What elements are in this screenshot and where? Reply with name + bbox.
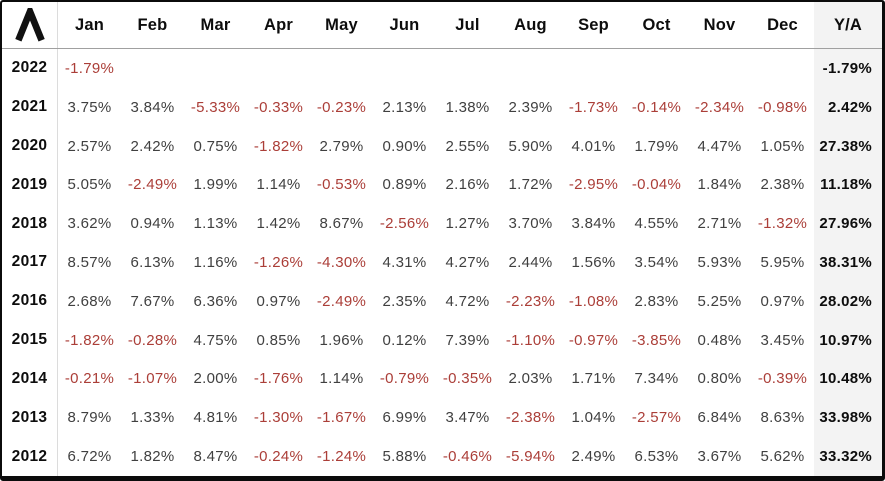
return-cell: 5.88% bbox=[382, 448, 427, 466]
return-cell: 2.83% bbox=[634, 292, 679, 310]
annual-return-cell: 11.18% bbox=[814, 165, 882, 204]
month-header-feb: Feb bbox=[137, 15, 168, 34]
return-cell: 8.63% bbox=[760, 409, 805, 427]
return-cell: 2.38% bbox=[760, 176, 805, 194]
return-cell: 6.72% bbox=[67, 448, 112, 466]
annual-return-cell: 10.48% bbox=[814, 360, 882, 399]
return-cell: 4.47% bbox=[697, 137, 742, 155]
return-cell: 8.47% bbox=[193, 448, 238, 466]
return-cell: 1.33% bbox=[130, 409, 175, 427]
logo-cell[interactable] bbox=[2, 2, 58, 48]
return-cell: 0.12% bbox=[382, 331, 427, 349]
year-label: 2018 bbox=[2, 204, 58, 243]
return-cell: -1.24% bbox=[316, 448, 367, 466]
return-cell bbox=[688, 49, 751, 88]
annual-return-cell: 33.32% bbox=[814, 437, 882, 476]
return-cell: 0.97% bbox=[256, 292, 301, 310]
month-header-sep: Sep bbox=[578, 15, 609, 34]
return-cell: 4.72% bbox=[445, 292, 490, 310]
return-cell: -0.79% bbox=[379, 370, 430, 388]
return-cell: 2.68% bbox=[67, 292, 112, 310]
return-cell: -2.34% bbox=[694, 98, 745, 116]
return-cell: 3.75% bbox=[67, 98, 112, 116]
return-cell: -0.23% bbox=[316, 98, 367, 116]
return-cell: -1.82% bbox=[64, 331, 115, 349]
return-cell: 1.16% bbox=[193, 253, 238, 271]
return-cell: 5.90% bbox=[508, 137, 553, 155]
return-cell: 0.80% bbox=[697, 370, 742, 388]
return-cell: 2.55% bbox=[445, 137, 490, 155]
return-cell: 4.27% bbox=[445, 253, 490, 271]
return-cell: 2.42% bbox=[130, 137, 175, 155]
annual-return-cell: 27.96% bbox=[814, 204, 882, 243]
return-cell: 1.13% bbox=[193, 215, 238, 233]
return-cell: 1.14% bbox=[319, 370, 364, 388]
return-cell: 0.48% bbox=[697, 331, 742, 349]
return-cell: -0.53% bbox=[316, 176, 367, 194]
annual-return-cell: 28.02% bbox=[814, 282, 882, 321]
return-cell: 4.01% bbox=[571, 137, 616, 155]
return-cell: 1.04% bbox=[571, 409, 616, 427]
year-label: 2012 bbox=[2, 437, 58, 476]
return-cell: -2.49% bbox=[316, 292, 367, 310]
return-cell: 8.57% bbox=[67, 253, 112, 271]
return-cell: 7.67% bbox=[130, 292, 175, 310]
return-cell: 2.39% bbox=[508, 98, 553, 116]
return-cell: 2.13% bbox=[382, 98, 427, 116]
return-cell: 8.79% bbox=[67, 409, 112, 427]
return-cell: 3.84% bbox=[130, 98, 175, 116]
annual-return-cell: 27.38% bbox=[814, 127, 882, 166]
table-header-row bbox=[2, 2, 882, 49]
return-cell: -0.35% bbox=[442, 370, 493, 388]
year-label: 2022 bbox=[2, 49, 58, 88]
return-cell bbox=[562, 49, 625, 88]
month-header-jan: Jan bbox=[74, 15, 105, 34]
return-cell: 0.90% bbox=[382, 137, 427, 155]
return-cell: -3.85% bbox=[631, 331, 682, 349]
return-cell: -1.79% bbox=[64, 59, 115, 77]
return-cell: -0.46% bbox=[442, 448, 493, 466]
return-cell: 2.16% bbox=[445, 176, 490, 194]
return-cell: 2.44% bbox=[508, 253, 553, 271]
return-cell: 0.94% bbox=[130, 215, 175, 233]
return-cell: 0.75% bbox=[193, 137, 238, 155]
return-cell: 3.67% bbox=[697, 448, 742, 466]
return-cell: -0.28% bbox=[127, 331, 178, 349]
table-row-2018 bbox=[2, 204, 882, 243]
return-cell: 4.31% bbox=[382, 253, 427, 271]
return-cell: 1.14% bbox=[256, 176, 301, 194]
return-cell: 2.03% bbox=[508, 370, 553, 388]
year-label: 2021 bbox=[2, 88, 58, 127]
return-cell: 2.00% bbox=[193, 370, 238, 388]
year-label: 2015 bbox=[2, 321, 58, 360]
return-cell bbox=[184, 49, 247, 88]
return-cell: 1.79% bbox=[634, 137, 679, 155]
return-cell: 0.89% bbox=[382, 176, 427, 194]
return-cell: -2.95% bbox=[568, 176, 619, 194]
month-header-apr: Apr bbox=[263, 15, 294, 34]
return-cell: -0.24% bbox=[253, 448, 304, 466]
year-label: 2019 bbox=[2, 165, 58, 204]
return-cell bbox=[751, 49, 814, 88]
return-cell: -5.94% bbox=[505, 448, 556, 466]
return-cell: 2.57% bbox=[67, 137, 112, 155]
month-header-jul: Jul bbox=[455, 15, 480, 34]
table-row-2015 bbox=[2, 321, 882, 360]
return-cell: 4.55% bbox=[634, 215, 679, 233]
table-row-2019 bbox=[2, 165, 882, 204]
return-cell: 4.75% bbox=[193, 331, 238, 349]
year-label: 2016 bbox=[2, 282, 58, 321]
return-cell: 3.47% bbox=[445, 409, 490, 427]
annual-return-cell: 2.42% bbox=[814, 88, 882, 127]
return-cell: 3.84% bbox=[571, 215, 616, 233]
return-cell bbox=[625, 49, 688, 88]
return-cell: 2.49% bbox=[571, 448, 616, 466]
return-cell: 3.45% bbox=[760, 331, 805, 349]
return-cell: 1.38% bbox=[445, 98, 490, 116]
return-cell: -5.33% bbox=[190, 98, 241, 116]
annual-return-cell: -1.79% bbox=[814, 49, 882, 88]
return-cell: -0.21% bbox=[64, 370, 115, 388]
annual-return-cell: 33.98% bbox=[814, 398, 882, 437]
return-cell: -0.04% bbox=[631, 176, 682, 194]
return-cell: 5.05% bbox=[67, 176, 112, 194]
table-body bbox=[2, 49, 882, 476]
return-cell: 3.62% bbox=[67, 215, 112, 233]
month-header-may: May bbox=[325, 15, 358, 34]
return-cell: 2.79% bbox=[319, 137, 364, 155]
return-cell: -0.98% bbox=[757, 98, 808, 116]
annual-return-cell: 38.31% bbox=[814, 243, 882, 282]
return-cell: 4.81% bbox=[193, 409, 238, 427]
return-cell: -1.07% bbox=[127, 370, 178, 388]
table-row-2012 bbox=[2, 437, 882, 476]
return-cell: 1.56% bbox=[571, 253, 616, 271]
return-cell: 8.67% bbox=[319, 215, 364, 233]
annual-return-cell: 10.97% bbox=[814, 321, 882, 360]
return-cell: -1.82% bbox=[253, 137, 304, 155]
table-row-2013 bbox=[2, 398, 882, 437]
return-cell: 6.36% bbox=[193, 292, 238, 310]
year-label: 2017 bbox=[2, 243, 58, 282]
return-cell: -2.57% bbox=[631, 409, 682, 427]
return-cell bbox=[310, 49, 373, 88]
return-cell: 5.95% bbox=[760, 253, 805, 271]
return-cell: -1.73% bbox=[568, 98, 619, 116]
table-row-2020 bbox=[2, 127, 882, 166]
return-cell: -0.33% bbox=[253, 98, 304, 116]
return-cell: 0.85% bbox=[256, 331, 301, 349]
month-header-oct: Oct bbox=[642, 15, 671, 34]
return-cell: 1.05% bbox=[760, 137, 805, 155]
return-cell: 7.39% bbox=[445, 331, 490, 349]
month-header-nov: Nov bbox=[703, 15, 736, 34]
return-cell: -1.76% bbox=[253, 370, 304, 388]
return-cell: 6.99% bbox=[382, 409, 427, 427]
return-cell: -4.30% bbox=[316, 253, 367, 271]
return-cell: 1.99% bbox=[193, 176, 238, 194]
return-cell: -1.30% bbox=[253, 409, 304, 427]
return-cell: 5.25% bbox=[697, 292, 742, 310]
return-cell: 2.71% bbox=[697, 215, 742, 233]
return-cell: 0.97% bbox=[760, 292, 805, 310]
annual-column-header: Y/A bbox=[814, 2, 882, 48]
return-cell: -2.56% bbox=[379, 215, 430, 233]
return-cell: 6.84% bbox=[697, 409, 742, 427]
month-header-jun: Jun bbox=[389, 15, 420, 34]
return-cell: -1.08% bbox=[568, 292, 619, 310]
return-cell: -0.14% bbox=[631, 98, 682, 116]
month-header-dec: Dec bbox=[767, 15, 798, 34]
return-cell: -2.38% bbox=[505, 409, 556, 427]
return-cell: -0.97% bbox=[568, 331, 619, 349]
return-cell: 1.82% bbox=[130, 448, 175, 466]
table-row-2017 bbox=[2, 243, 882, 282]
return-cell: 6.53% bbox=[634, 448, 679, 466]
return-cell: 1.72% bbox=[508, 176, 553, 194]
return-cell: 7.34% bbox=[634, 370, 679, 388]
return-cell bbox=[499, 49, 562, 88]
return-cell: 5.93% bbox=[697, 253, 742, 271]
return-cell: -1.67% bbox=[316, 409, 367, 427]
table-row-2014 bbox=[2, 360, 882, 399]
return-cell: -1.32% bbox=[757, 215, 808, 233]
return-cell: -0.39% bbox=[757, 370, 808, 388]
return-cell: 1.96% bbox=[319, 331, 364, 349]
return-cell: -2.49% bbox=[127, 176, 178, 194]
return-cell: 1.84% bbox=[697, 176, 742, 194]
table-row-2021 bbox=[2, 88, 882, 127]
return-cell: 1.42% bbox=[256, 215, 301, 233]
return-cell: -1.26% bbox=[253, 253, 304, 271]
return-cell bbox=[436, 49, 499, 88]
return-cell: 2.35% bbox=[382, 292, 427, 310]
return-cell bbox=[373, 49, 436, 88]
return-cell bbox=[247, 49, 310, 88]
year-label: 2014 bbox=[2, 360, 58, 399]
return-cell: 5.62% bbox=[760, 448, 805, 466]
table-row-2016 bbox=[2, 282, 882, 321]
return-cell: -1.10% bbox=[505, 331, 556, 349]
month-header-mar: Mar bbox=[200, 15, 231, 34]
year-label: 2013 bbox=[2, 398, 58, 437]
return-cell: 1.27% bbox=[445, 215, 490, 233]
year-label: 2020 bbox=[2, 127, 58, 166]
return-cell bbox=[121, 49, 184, 88]
return-cell: -2.23% bbox=[505, 292, 556, 310]
return-cell: 6.13% bbox=[130, 253, 175, 271]
return-cell: 1.71% bbox=[571, 370, 616, 388]
return-cell: 3.70% bbox=[508, 215, 553, 233]
month-header-aug: Aug bbox=[514, 15, 547, 34]
table-row-2022 bbox=[2, 49, 882, 88]
return-cell: 3.54% bbox=[634, 253, 679, 271]
caret-up-logo-icon bbox=[12, 8, 48, 42]
